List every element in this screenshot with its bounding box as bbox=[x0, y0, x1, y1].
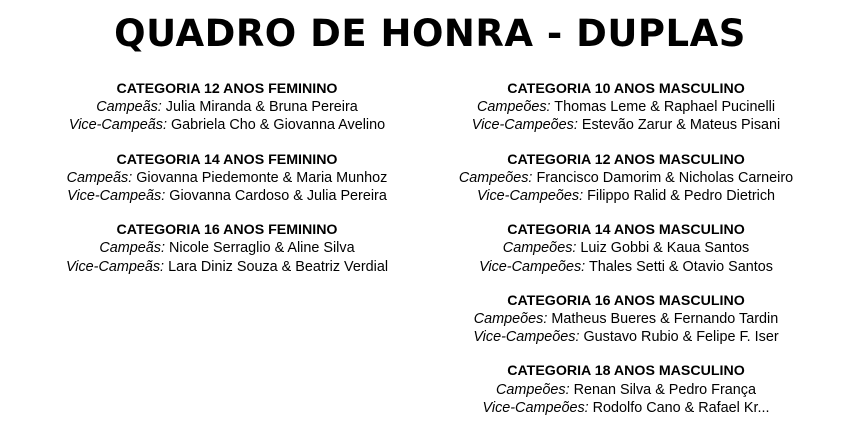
category-heading: CATEGORIA 12 ANOS MASCULINO bbox=[507, 151, 745, 168]
runners-up-names: Lara Diniz Souza & Beatriz Verdial bbox=[168, 258, 389, 275]
champions-names: Luiz Gobbi & Kaua Santos bbox=[580, 240, 750, 257]
champions-line bbox=[445, 310, 807, 328]
runners-up-names: Gustavo Rubio & Felipe F. Iser bbox=[583, 329, 779, 346]
runners-up-label: Vice-Campeãs: bbox=[68, 117, 167, 134]
page-title: QUADRO DE HONRA - DUPLAS bbox=[114, 12, 746, 55]
category-heading: CATEGORIA 18 ANOS MASCULINO bbox=[507, 363, 745, 380]
champions-names: Renan Silva & Pedro França bbox=[573, 381, 756, 398]
runners-up-names: Estevão Zarur & Mateus Pisani bbox=[581, 117, 781, 134]
champions-line bbox=[57, 98, 397, 116]
champions-label: Campeãs: bbox=[96, 99, 162, 116]
category-block bbox=[57, 221, 397, 276]
champions-line bbox=[57, 239, 397, 257]
runners-up-names: Filippo Ralid & Pedro Dietrich bbox=[587, 188, 776, 205]
champions-names: Julia Miranda & Bruna Pereira bbox=[165, 99, 358, 116]
runners-up-line bbox=[445, 187, 807, 205]
runners-up-label: Vice-Campeãs: bbox=[65, 258, 165, 275]
category-block bbox=[445, 151, 807, 206]
champions-line bbox=[57, 169, 397, 187]
runners-up-label: Vice-Campeões: bbox=[479, 258, 586, 275]
champions-names: Matheus Bueres & Fernando Tardin bbox=[551, 311, 779, 328]
champions-label: Campeões: bbox=[502, 240, 577, 257]
runners-up-names: Gabriela Cho & Giovanna Avelino bbox=[170, 117, 386, 134]
male-categories-column bbox=[445, 80, 807, 433]
runners-up-label: Vice-Campeões: bbox=[476, 188, 584, 205]
category-block bbox=[445, 292, 807, 347]
category-block bbox=[445, 221, 807, 276]
runners-up-names: Giovanna Cardoso & Julia Pereira bbox=[169, 188, 387, 205]
runners-up-label: Vice-Campeões: bbox=[471, 117, 578, 134]
runners-up-line bbox=[445, 328, 807, 346]
category-heading: CATEGORIA 10 ANOS MASCULINO bbox=[507, 81, 745, 97]
runners-up-line bbox=[57, 187, 397, 205]
champions-names: Giovanna Piedemonte & Maria Munhoz bbox=[136, 169, 388, 186]
champions-label: Campeões: bbox=[476, 99, 551, 116]
runners-up-line bbox=[445, 399, 807, 417]
runners-up-line bbox=[57, 258, 397, 276]
category-heading: CATEGORIA 14 ANOS MASCULINO bbox=[507, 222, 745, 239]
runners-up-label: Vice-Campeões: bbox=[482, 399, 589, 416]
category-block bbox=[57, 151, 397, 206]
champions-names: Thomas Leme & Raphael Pucinelli bbox=[554, 99, 776, 116]
category-block bbox=[445, 362, 807, 417]
champions-line bbox=[445, 98, 807, 116]
champions-label: Campeões: bbox=[496, 381, 570, 398]
champions-names: Francisco Damorim & Nicholas Carneiro bbox=[536, 169, 794, 186]
category-block bbox=[57, 80, 397, 135]
champions-names: Nicole Serraglio & Aline Silva bbox=[169, 240, 355, 257]
runners-up-label: Vice-Campeãs: bbox=[67, 188, 166, 205]
champions-line bbox=[445, 169, 807, 187]
runners-up-line bbox=[445, 116, 807, 134]
category-heading: CATEGORIA 16 ANOS FEMININO bbox=[116, 222, 338, 239]
category-heading: CATEGORIA 16 ANOS MASCULINO bbox=[507, 292, 745, 309]
runners-up-names: Thales Setti & Otavio Santos bbox=[588, 258, 773, 275]
champions-label: Campeões: bbox=[473, 311, 548, 328]
category-heading: CATEGORIA 12 ANOS FEMININO bbox=[116, 81, 338, 97]
runners-up-names: Rodolfo Cano & Rafael Kr... bbox=[592, 399, 770, 416]
runners-up-line bbox=[445, 258, 807, 276]
champions-line bbox=[445, 381, 807, 399]
champions-label: Campeãs: bbox=[66, 169, 133, 186]
category-heading: CATEGORIA 14 ANOS FEMININO bbox=[116, 151, 338, 168]
category-block bbox=[445, 80, 807, 135]
runners-up-line bbox=[57, 116, 397, 134]
runners-up-label: Vice-Campeões: bbox=[473, 329, 580, 346]
champions-label: Campeões: bbox=[458, 169, 533, 186]
champions-label: Campeãs: bbox=[99, 240, 165, 257]
champions-line bbox=[445, 239, 807, 257]
female-categories-column bbox=[57, 80, 397, 292]
